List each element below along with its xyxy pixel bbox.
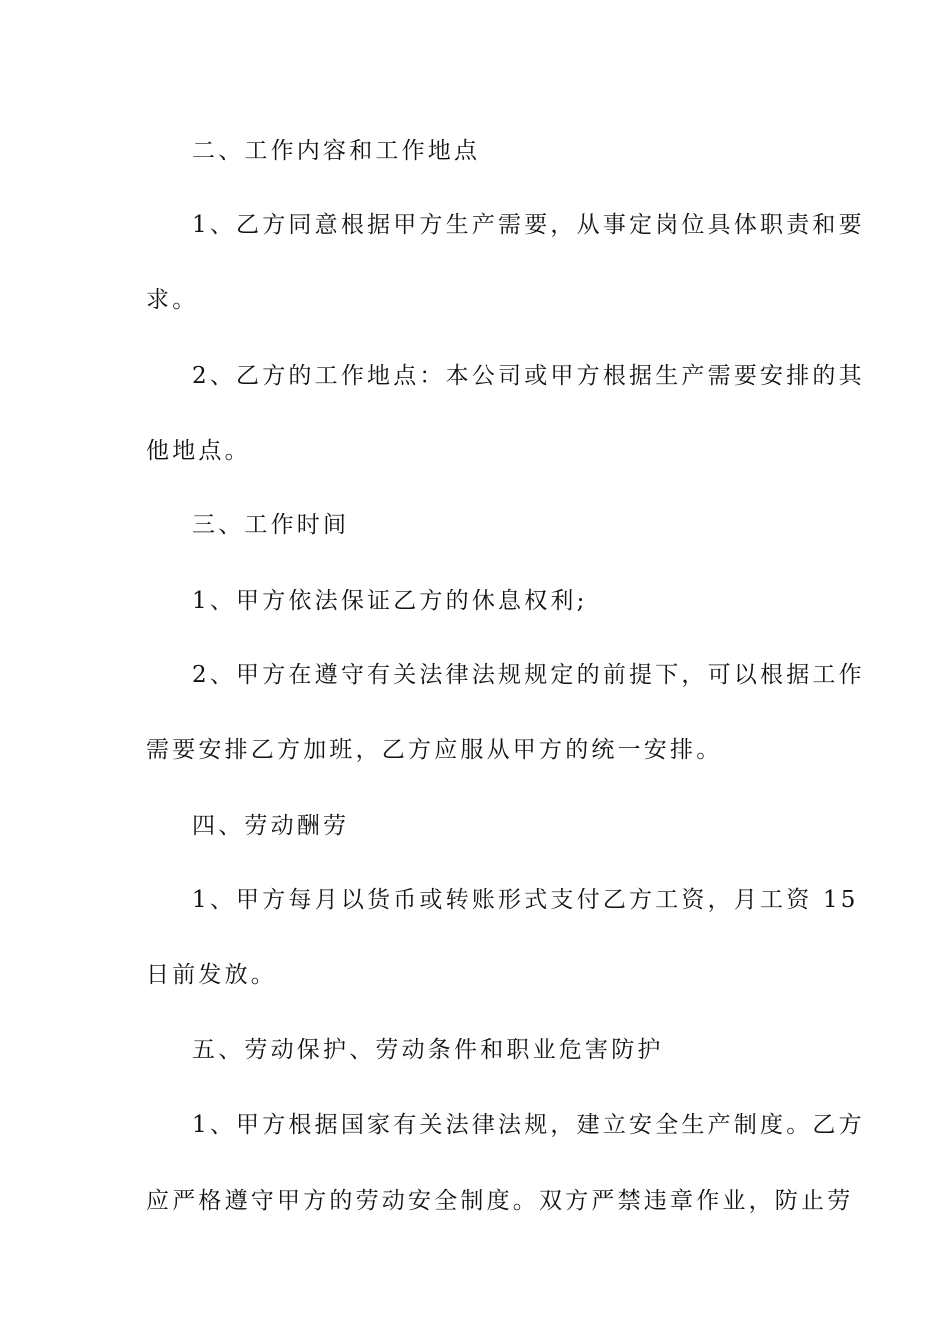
paragraph-line: 1、甲方每月以货币或转账形式支付乙方工资，月工资 15	[192, 887, 859, 913]
paragraph-line: 2、甲方在遵守有关法律法规规定的前提下，可以根据工作	[192, 662, 865, 688]
paragraph-line: 1、乙方同意根据甲方生产需要，从事定岗位具体职责和要	[192, 212, 865, 238]
paragraph-line: 需要安排乙方加班，乙方应服从甲方的统一安排。	[146, 737, 723, 763]
paragraph-line: 2、乙方的工作地点：本公司或甲方根据生产需要安排的其	[192, 363, 865, 389]
section-heading-3: 三、工作时间	[192, 512, 350, 538]
section-heading-2: 二、工作内容和工作地点	[192, 138, 481, 164]
paragraph-line: 应严格遵守甲方的劳动安全制度。双方严禁违章作业，防止劳	[146, 1188, 854, 1214]
paragraph-line: 他地点。	[146, 438, 251, 464]
paragraph-line: 1、甲方依法保证乙方的休息权利;	[192, 588, 588, 614]
paragraph-line: 求。	[146, 287, 199, 313]
section-heading-4: 四、劳动酬劳	[192, 813, 350, 839]
section-heading-5: 五、劳动保护、劳动条件和职业危害防护	[192, 1037, 664, 1063]
paragraph-line: 1、甲方根据国家有关法律法规，建立安全生产制度。乙方	[192, 1112, 865, 1138]
paragraph-line: 日前发放。	[146, 962, 277, 988]
